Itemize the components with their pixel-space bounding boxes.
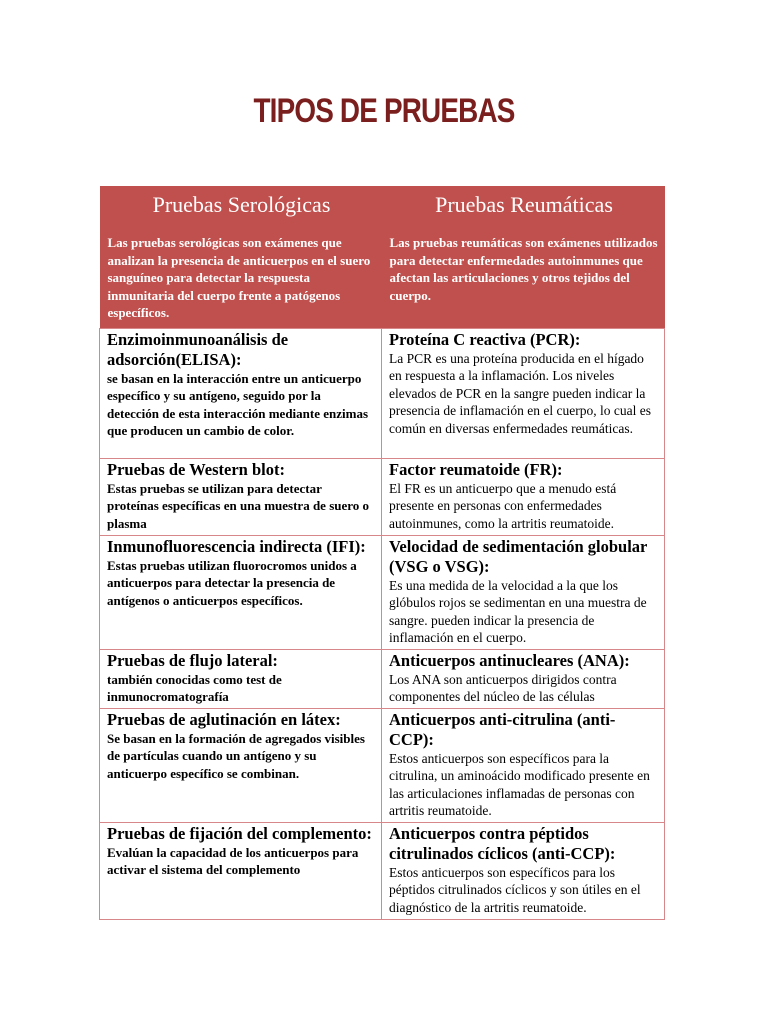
test-description: La PCR es una proteína producida en el hígado en respuesta a la inflamación. Los niveles elevados de PCR en la sangre pueden indicar la presencia de inflamación en el cuerpo, lo cual es común en diversas enfermedades reumáticas.: [389, 350, 652, 436]
header-description: Las pruebas serológicas son exámenes que analizan la presencia de anticuerpos en el suero sanguíneo para detectar la respuesta inmunitaria del cuerpo frente a patógenos específicos.: [107, 235, 371, 320]
header-description: Las pruebas reumáticas son exámenes utilizados para detectar enfermedades autoinmunes que afectan las articulaciones y otros tejidos del cuerpo.: [389, 235, 658, 303]
test-name: Enzimoinmunoanálisis de adsorción(ELISA):: [107, 329, 289, 369]
test-description: Estos anticuerpos son específicos para los péptidos citrulinados cíclicos y son útiles en el diagnóstico de la artritis reumatoide.: [389, 864, 641, 915]
header-title: Pruebas Serológicas: [152, 192, 331, 217]
test-description: El FR es un anticuerpo que a menudo está presente en personas con enfermedades autoinmunes, como la artritis reumatoide.: [389, 480, 617, 531]
test-description: también conocidas como test de inmunocromatografía: [107, 671, 282, 704]
page-title: TIPOS DE PRUEBAS: [253, 92, 515, 130]
reumatica-cell: [382, 458, 665, 535]
test-name: Velocidad de sedimentación globular (VSG o VSG):: [389, 536, 648, 576]
test-name: Proteína C reactiva (PCR):: [389, 329, 581, 349]
test-description: Se basan en la formación de agregados visibles de partículas cuando un antígeno y su anticuerpo específico se combinan.: [107, 730, 365, 781]
tests-table: [99, 186, 665, 920]
reumatica-cell: [382, 535, 665, 649]
test-description: Es una medida de la velocidad a la que los glóbulos rojos se sedimentan en una muestra de sangre. pueden indicar la presencia de inflamación en el cuerpo.: [389, 577, 647, 645]
test-name: Pruebas de Western blot:: [107, 459, 285, 479]
header-serologicas: [100, 186, 382, 328]
serologica-cell: [100, 458, 382, 535]
header-title: Pruebas Reumáticas: [435, 192, 613, 217]
table-row: [100, 328, 665, 458]
table-row: [100, 649, 665, 708]
test-description: Estos anticuerpos son específicos para la citrulina, un aminoácido modificado presente en las articulaciones inflamadas de personas con artritis reumatoide.: [389, 750, 650, 818]
test-name: Pruebas de fijación del complemento:: [107, 823, 372, 843]
header-reumaticas: [382, 186, 665, 328]
test-name: Anticuerpos contra péptidos citrulinados cíclicos (anti-CCP):: [389, 823, 616, 863]
test-description: Los ANA son anticuerpos dirigidos contra componentes del núcleo de las células: [389, 671, 617, 704]
serologica-cell: [100, 708, 382, 822]
table-row: [100, 708, 665, 822]
test-description: Evalúan la capacidad de los anticuerpos para activar el sistema del complemento: [107, 844, 359, 877]
test-name: Factor reumatoide (FR):: [389, 459, 563, 479]
reumatica-cell: [382, 649, 665, 708]
serologica-cell: [100, 535, 382, 649]
reumatica-cell: [382, 822, 665, 919]
table-row: [100, 822, 665, 919]
test-description: Estas pruebas utilizan fluorocromos unidos a anticuerpos para detectar la presencia de antígenos o anticuerpos específicos.: [107, 557, 357, 608]
test-description: Estas pruebas se utilizan para detectar proteínas específicas en una muestra de suero o plasma: [107, 480, 370, 531]
table-header-row: [100, 186, 665, 328]
table-row: [100, 535, 665, 649]
test-name: Anticuerpos antinucleares (ANA):: [389, 650, 630, 670]
test-name: Pruebas de flujo lateral:: [107, 650, 278, 670]
table-row: [100, 458, 665, 535]
test-name: Inmunofluorescencia indirecta (IFI):: [107, 536, 366, 556]
test-description: se basan en la interacción entre un anticuerpo específico y su antígeno, seguido por la detección de esta interacción mediante enzimas que producen un cambio de color.: [107, 370, 369, 438]
serologica-cell: [100, 649, 382, 708]
test-name: Anticuerpos anti-citrulina (anti-CCP):: [389, 709, 616, 749]
serologica-cell: [100, 822, 382, 919]
reumatica-cell: [382, 328, 665, 458]
test-name: Pruebas de aglutinación en látex:: [107, 709, 341, 729]
serologica-cell: [100, 328, 382, 458]
reumatica-cell: [382, 708, 665, 822]
